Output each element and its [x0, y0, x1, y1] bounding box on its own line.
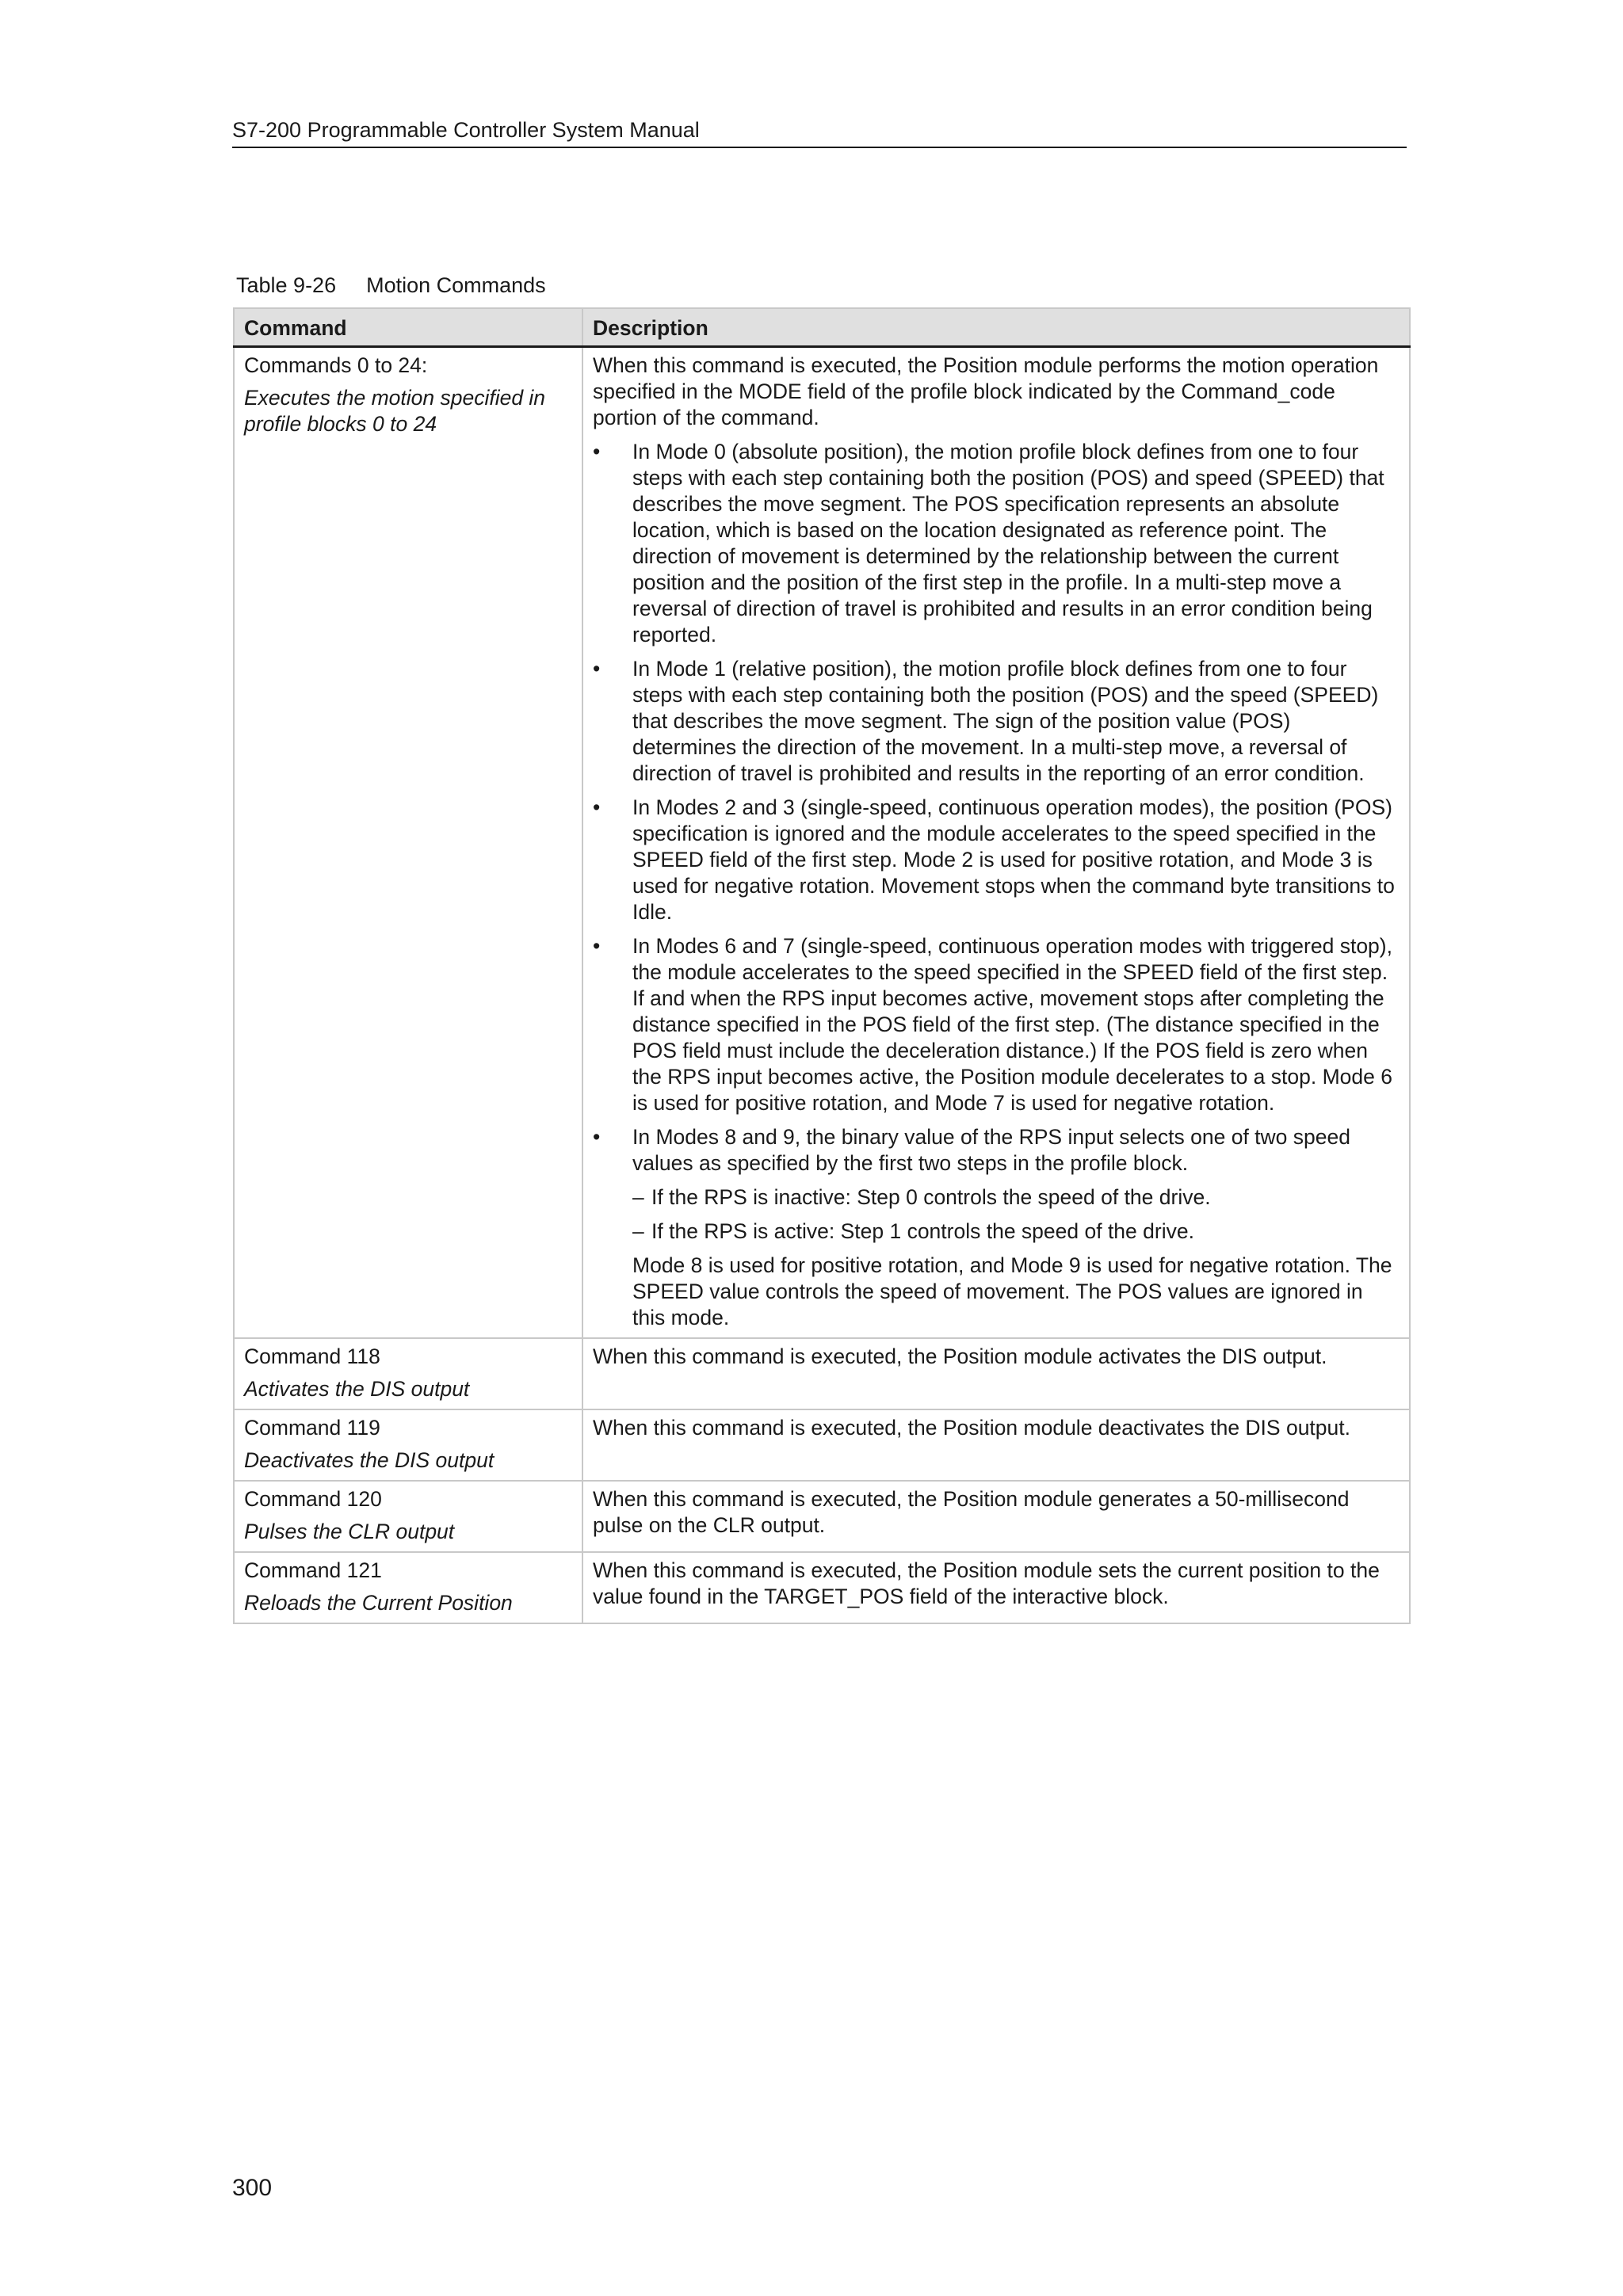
table-title: Motion Commands	[366, 273, 546, 297]
dash-icon: –	[632, 1185, 644, 1209]
description-text: When this command is executed, the Position module deactivates the DIS output.	[593, 1416, 1350, 1440]
table-number: Table 9-26	[236, 273, 337, 297]
command-name: Command 118	[244, 1344, 380, 1368]
mode-note: Mode 8 is used for positive rotation, and Mode 9 is used for negative rotation. The SPEED value controls the speed of movement. The POS values are ignored in this mode.	[632, 1253, 1392, 1329]
table-row	[234, 1409, 1410, 1481]
list-item	[593, 1124, 1400, 1331]
list-item	[593, 933, 1400, 1116]
command-summary: Pulses the CLR output	[244, 1520, 455, 1543]
table-header-row	[234, 308, 1410, 347]
description-text: When this command is executed, the Position module activates the DIS output.	[593, 1344, 1327, 1368]
description-cell	[582, 1481, 1410, 1552]
list-item	[593, 656, 1400, 787]
table-caption	[236, 269, 546, 301]
command-summary: Executes the motion specified in profile blocks 0 to 24	[244, 386, 546, 436]
table-row	[234, 1552, 1410, 1623]
dash-icon: –	[632, 1219, 644, 1243]
command-cell	[234, 1409, 582, 1481]
column-header-command: Command	[234, 308, 582, 347]
command-name: Command 119	[244, 1416, 380, 1440]
manual-title: S7-200 Programmable Controller System Manual	[232, 118, 700, 142]
list-item	[593, 439, 1400, 648]
command-name: Command 121	[244, 1558, 382, 1582]
motion-commands-table	[233, 307, 1411, 1624]
command-cell	[234, 347, 582, 1339]
list-item	[593, 795, 1400, 925]
bullet-icon: •	[593, 795, 601, 819]
description-text: When this command is executed, the Position module generates a 50-millisecond pulse on the CLR output.	[593, 1487, 1350, 1537]
bullet-icon: •	[593, 440, 601, 463]
command-cell	[234, 1552, 582, 1623]
command-cell	[234, 1338, 582, 1409]
command-name: Command 120	[244, 1487, 382, 1511]
mode-text: In Modes 8 and 9, the binary value of the RPS input selects one of two speed values as specified by the first two steps in the profile block.	[632, 1125, 1350, 1175]
mode-text: In Mode 0 (absolute position), the motion profile block defines from one to four steps with each step containing both the position (POS) and speed (SPEED) that describes the move segment. The POS specification represents an absolute location, which is based on the location designated as reference point. The direction of movement is determined by the relationship between the current position and the position of the first step in the profile. In a multi-step move a reversal of direction of travel is prohibited and results in an error condition being reported.	[632, 440, 1384, 646]
command-summary: Activates the DIS output	[244, 1377, 470, 1401]
command-summary: Deactivates the DIS output	[244, 1448, 495, 1472]
description-cell	[582, 1409, 1410, 1481]
page-number: 300	[232, 2175, 273, 2201]
sub-list-item	[632, 1219, 1400, 1245]
table-row	[234, 1338, 1410, 1409]
column-header-description: Description	[582, 308, 1410, 347]
bullet-icon: •	[593, 1125, 601, 1149]
command-name: Commands 0 to 24:	[244, 353, 428, 377]
running-header	[232, 114, 1407, 148]
mode-text: In Modes 6 and 7 (single-speed, continuous operation modes with triggered stop), the module accelerates to the speed specified in the SPEED field of the first step. If and when the RPS input becomes active, movement stops after completing the distance specified in the POS field of the first step. (The distance specified in the POS field must include the deceleration distance.) If the POS field is zero when the RPS input becomes active, the Position module decelerates to a stop. Mode 6 is used for positive rotation, and Mode 7 is used for negative rotation.	[632, 934, 1392, 1115]
description-cell	[582, 347, 1410, 1339]
sub-list-item	[632, 1184, 1400, 1211]
description-cell	[582, 1338, 1410, 1409]
description-cell	[582, 1552, 1410, 1623]
mode-text: In Mode 1 (relative position), the motion profile block defines from one to four steps with each step containing both the position (POS) and the speed (SPEED) that describes the move segment. The sign of the position value (POS) determines the direction of the movement. In a multi-step move, a reversal of direction of travel is prohibited and results in the reporting of an error condition.	[632, 657, 1379, 785]
table-row	[234, 1481, 1410, 1552]
mode-text: In Modes 2 and 3 (single-speed, continuous operation modes), the position (POS) specification is ignored and the module accelerates to the speed specified in the SPEED field of the first step. Mode 2 is used for positive rotation, and Mode 3 is used for negative rotation. Movement stops when the command byte transitions to Idle.	[632, 795, 1395, 924]
mode-list	[593, 439, 1400, 1331]
description-text: When this command is executed, the Position module sets the current position to the value found in the TARGET_POS field of the interactive block.	[593, 1558, 1380, 1608]
command-summary: Reloads the Current Position	[244, 1591, 513, 1615]
sub-item-text: If the RPS is inactive: Step 0 controls the speed of the drive.	[651, 1185, 1211, 1209]
sub-item-text: If the RPS is active: Step 1 controls the speed of the drive.	[651, 1219, 1194, 1243]
description-text: When this command is executed, the Position module performs the motion operation specified in the MODE field of the profile block indicated by the Command_code portion of the command.	[593, 353, 1379, 429]
command-cell	[234, 1481, 582, 1552]
table-row	[234, 347, 1410, 1339]
bullet-icon: •	[593, 657, 601, 681]
bullet-icon: •	[593, 934, 601, 958]
